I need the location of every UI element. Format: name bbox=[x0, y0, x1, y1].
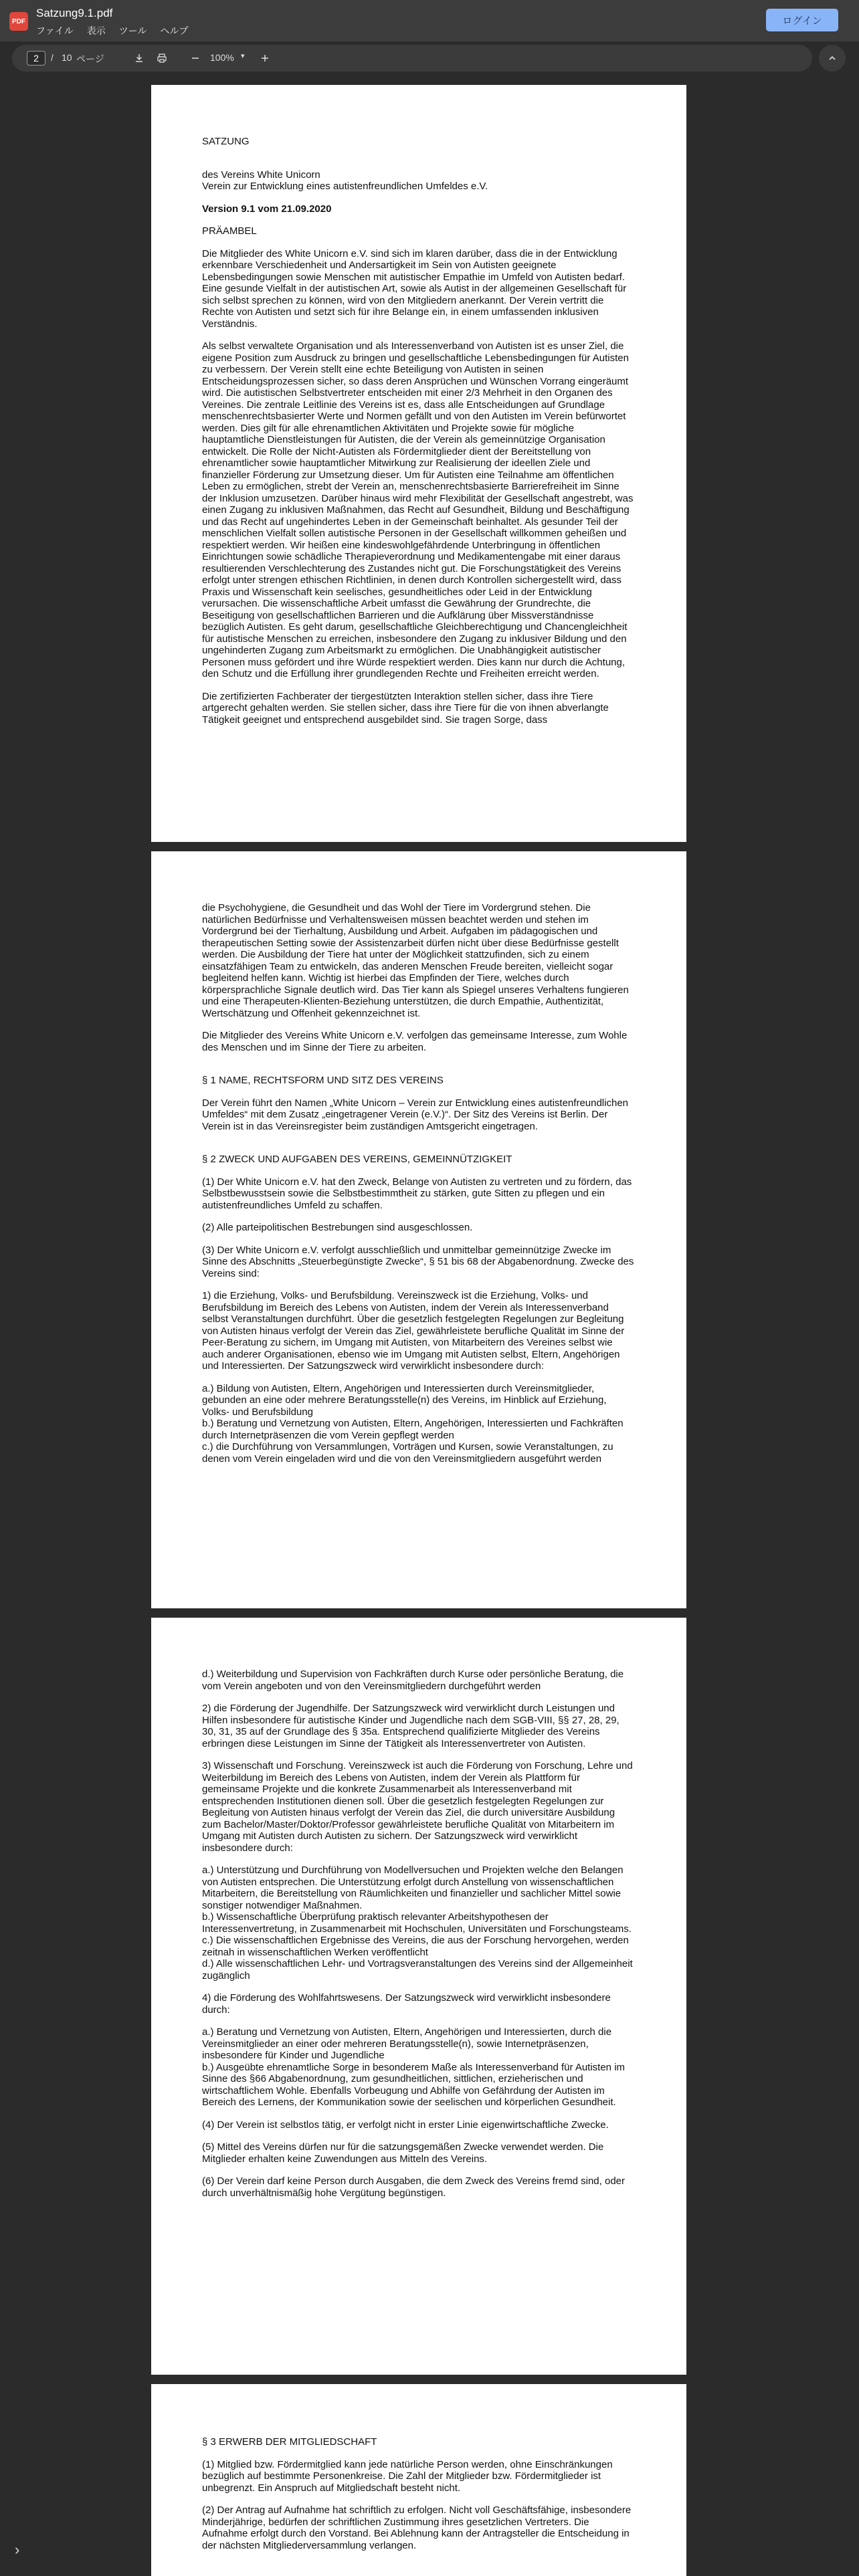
paragraph: 2) die Förderung der Jugendhilfe. Der Satzungszweck wird verwirklicht durch Leistungen und Hilfen insbesondere für autistische Kinder und Jugendliche nach dem SGB-VIII, §§ 27, 28, 29, 30, 31, 35 auf der Grundlage des § 35a. Entsprechend qualifizierte Mitglieder des Vereins erbringen diese Leistungen im Sinne der Tätigkeit als Interessenvertreter von Autisten. bbox=[202, 1703, 619, 1749]
page-total: 10 bbox=[62, 52, 72, 63]
org-line-1: des Vereins White Unicorn bbox=[202, 169, 320, 181]
document-title: Satzung9.1.pdf bbox=[36, 7, 113, 19]
pdf-page-2 bbox=[151, 851, 686, 1608]
section-heading: § 3 ERWERB DER MITGLIEDSCHAFT bbox=[202, 2436, 377, 2448]
page-3-content bbox=[202, 1669, 636, 2210]
paragraph: Der Verein führt den Namen „White Unicorn – Verein zur Entwicklung eines autistenfreundlichen Umfeldes“ mit dem Zusatz „eingetragener Verein (e.V.)“. Der Sitz des Vereins ist Berlin. Der Verein ist in das Vereinsregister beim zuständigen Amtsgericht eingetragen. bbox=[202, 1097, 629, 1132]
paragraph: 3) Wissenschaft und Forschung. Vereinszweck ist auch die Förderung von Forschung, Lehre und Weiterbildung im Bereich des Lebens von Autisten, indem der Verein als Plattform für gemeinsame Projekte und die konkrete Zusammenarbeit als Interessenverband mit entsprechenden Institutionen dienen soll. Über die gesetzlich festgelegten Regelungen zur Begleitung von Autisten hinaus verfolgt der Verein das Ziel, die durch universitäre Ausbildung zum Bachelor/Master/Doktor/Professor gewährleistete berufliche Qualität von Mitarbeitern im Umgang mit Autisten durch Autisten zu sichern. Der Satzungszweck wird verwirklicht insbesondere durch: bbox=[202, 1760, 633, 1854]
paragraph: die Psychohygiene, die Gesundheit und das Wohl der Tiere im Vordergrund stehen. Die natürlichen Bedürfnisse und Verhaltensweisen müssen beachtet werden und stehen im Vordergrund bei der Tierhaltung, Ausbildung und Arbeit. Aufgaben im pädagogischen und therapeutischen Setting sowie der Assistenzarbeit dürfen nicht über diese Bedürfnisse gestellt werden. Die Ausbildung der Tiere hat unter der Möglichkeit stattzufinden, sich zu einem einsatzfähigen Team zu entwickeln, das anderen Menschen Freude bereiten, vielleicht sogar begleitend helfen kann. Wichtig ist hierbei das Empfinden der Tiere, welches durch körpersprachliche Signale deutlich wird. Das Tier kann als Spiegel unseres Verhaltens fungieren und eine Therapeuten-Klienten-Beziehung unterstützen, die durch Empathie, Authentizität, Wertschätzung und Offenheit gekennzeichnet ist. bbox=[202, 902, 629, 1019]
paragraph: Als selbst verwaltete Organisation und als Interessenverband von Autisten ist es unser Ziel, die eigene Position zum Ausdruck zu bringen und gesellschaftliche Lebensbedingungen für Autisten zu verbessern. Der Verein stellt eine echte Beteiligung von Autisten in seinen Entscheidungsprozessen sicher, so dass deren Ansprüchen und Wünschen Vorrang eingeräumt wird. Die autistischen Selbstvertreter entscheiden mit einer 2/3 Mehrheit in den Organen des Vereines. Die zentrale Leitlinie des Vereins ist es, dass alle Entscheidungen auf Grundlage menschenrechtsbasierter Werte und Normen gefällt und von den Autisten im Verein befürwortet werden. Dies gilt für alle ehrenamtlichen Aktivitäten und Projekte sowie für mögliche hauptamtliche Dienstleistungen für Autisten, die der Verein als gemeinnützige Organisation entwickelt. Die Rolle der Nicht-Autisten als Fördermitglieder dient der Bereitstellung von ehrenamtlicher sowie hauptamtlicher Mitwirkung zur Realisierung der ideellen Ziele und finanzieller Förderung zur Umsetzung dieser. Um für Autisten eine Teilnahme am öffentlichen Leben zu ermöglichen, strebt der Verein an, menschenrechtsbasierte Barrierefreiheit im Sinne der Inklusion umzusetzen. Darüber hinaus wird mehr Flexibilität der Gesellschaft angestrebt, was einen Zugang zu inklusiven Maßnahmen, das Recht auf Gesundheit, Bildung und Beschäftigung und das Recht auf ungehindertes Leben in der Gemeinschaft beinhaltet. Als gesunder Teil der menschlichen Vielfalt sollen autistische Personen in der Gesellschaft willkommen geheißen und respektiert werden. Wir heißen eine kindeswohlgefährdende Unterbringung in öffentlichen Einrichtungen sowie schädliche Therapieverordnung und Medikamentengabe mit einer daraus resultierenden Verschlechterung des Zustandes nicht gut. Die Forschungstätigkeit des Vereins erfolgt unter strengen ethischen Richtlinien, in denen durch Kontrollen sichergestellt wird, dass Praxis und Wissenschaft kein seelisches, gesundheitliches oder Leid in der Entwicklung verursachen. Die wissenschaftliche Arbeit umfasst die Gewährung der Grundrechte, die Beseitigung von gesellschaftlichen Barrieren und die Aufklärung über Missverständnisse bezüglich Autisten. Es geht darum, gesellschaftliche Gleichberechtigung und Chancengleichheit für autistische Menschen zu erreichen, insbesondere den Zugang zu inklusiver Bildung und den ungehinderten Zugang zum Arbeitsmarkt zu ermöglichen. Die Unabhängigkeit autistischer Personen muss gefördert und ihre Würde respektiert werden. Dies kann nur durch die Achtung, den Schutz und die Erfüllung ihrer grundlegenden Rechte und Freiheiten erreicht werden. bbox=[202, 340, 634, 679]
pdf-page-1 bbox=[151, 85, 686, 842]
zoom-in-icon[interactable] bbox=[257, 50, 273, 66]
paragraph: a.) Unterstützung und Durchführung von Modellversuchen und Projekten welche den Belangen von Autisten entsprechen. Die Unterstützung erfolgt durch Anstellung von wissenschaftlichen Mitarbeitern, die Bereitstellung von Räumlichkeiten und finanzieller und sachlicher Mittel sowie sonstiger notwendiger Maßnahmen. b.) Wissenschaftliche Überprüfung praktisch relevanter Arbeitshypothesen der Interessenvertretung, in Zusammenarbeit mit Hochschulen, Universitäten und Forschungsteams. c.) Die wissenschaftlichen Ergebnisse des Vereins, die aus der Forschung hervorgehen, werden zeitnah in wissenschaftlichen Werken veröffentlicht d.) Alle wissenschaftlichen Lehr- und Vortragsveranstaltungen des Vereins sind der Allgemeinheit zugänglich bbox=[202, 1864, 633, 1981]
menu-bar bbox=[36, 24, 188, 37]
paragraph: d.) Weiterbildung und Supervision von Fachkräften durch Kurse oder persönliche Beratung, die vom Verein angeboten und von den Vereinsmitgliedern durchgeführt werden bbox=[202, 1669, 624, 1692]
paragraph: 1) die Erziehung, Volks- und Berufsbildung. Vereinszweck ist die Erziehung, Volks- und Berufsbildung im Bereich des Lebens von Autisten, indem der Verein als Interessenverband selbst Veranstaltungen durchführt. Über die gesetzlich festgelegten Regelungen zur Begleitung von Autisten hinaus verfolgt der Verein das Ziel, gewährleistete berufliche Qualität im Sinne der Peer-Beratung zu sichern, im Umgang mit Autisten, von Mitarbeitern des Vereines selbst wie auch anderer Organisationen, ebenso wie im Umgang mit Autisten selbst, Eltern, Angehörigen und Interessierten. Der Satzungszweck wird verwirklicht insbesondere durch: bbox=[202, 1290, 625, 1372]
download-icon[interactable] bbox=[131, 50, 147, 66]
page-separator: / bbox=[51, 52, 54, 63]
section-heading: § 2 ZWECK UND AUFGABEN DES VEREINS, GEMEINNÜTZIGKEIT bbox=[202, 1154, 512, 1165]
paragraph: (3) Der White Unicorn e.V. verfolgt ausschließlich und unmittelbar gemeinnützige Zwecke im Sinne des Abschnitts „Steuerbegünstigte Zwecke“, § 51 bis 68 der Abgabenordnung. Zwecke des Vereins sind: bbox=[202, 1244, 634, 1279]
print-icon[interactable] bbox=[154, 50, 170, 66]
paragraph: Die zertifizierten Fachberater der tiergestützten Interaktion stellen sicher, dass ihre Tiere artgerecht gehalten werden. Sie stellen sicher, dass ihre Tiere für die von ihnen abverlangte Tätigkeit geeignet und entsprechend ausgebildet sind. Sie tragen Sorge, dass bbox=[202, 690, 609, 726]
paragraph: Die Mitglieder des Vereins White Unicorn e.V. verfolgen das gemeinsame Interesse, zum Wohle des Menschen und im Sinne der Tiere zu arbeiten. bbox=[202, 1030, 628, 1053]
doc-title: SATZUNG bbox=[202, 136, 250, 147]
paragraph: a.) Beratung und Vernetzung von Autisten, Eltern, Angehörigen und Interessierten, durch die Vereinsmitglieder an einer oder mehreren Beratungsstelle(n), sowie Internetpräsenzen, insbesondere für Kinder und Jugendliche b.) Ausgeübte ehrenamtliche Sorge in besonderem Maße als Interessenverband für Autisten im Sinne des §66 Abgabenordnung, zum gesundheitlichen, sittlichen, erzieherischen und wirtschaftlichem Wohle. Ebenfalls Vorbeugung und Abhilfe von Gefährdung der Autisten im Bereich des Lernens, der Kommunikation sowie der seelischen und körperlichen Gesundheit. bbox=[202, 2026, 626, 2108]
zoom-out-icon[interactable] bbox=[187, 50, 203, 66]
pdf-app-icon: PDF bbox=[9, 12, 28, 31]
zoom-level[interactable]: 100% bbox=[210, 52, 234, 63]
paragraph: (1) Mitglied bzw. Fördermitglied kann jede natürliche Person werden, ohne Einschränkungen bezüglich auf bestimmte Personenkreise. Die Zahl der Mitglieder bzw. Fördermitglieder ist unbegrenzt. Ein Anspruch auf Mitgliedschaft besteht nicht. bbox=[202, 2458, 613, 2494]
page-2-content bbox=[202, 902, 636, 1475]
login-button[interactable]: ログイン bbox=[766, 9, 838, 31]
version-line: Version 9.1 vom 21.09.2020 bbox=[202, 203, 332, 215]
chevron-up-icon bbox=[828, 53, 837, 63]
page-4-content bbox=[202, 2436, 636, 2562]
page-number-input[interactable]: 2 bbox=[27, 51, 45, 66]
sidebar-expand-chevron-icon[interactable]: › bbox=[15, 2541, 20, 2558]
pdf-page-3 bbox=[151, 1618, 686, 2375]
org-line-2: Verein zur Entwicklung eines autistenfreundlichen Umfeldes e.V. bbox=[202, 181, 488, 192]
page-1-content bbox=[202, 136, 636, 736]
paragraph: (5) Mittel des Vereins dürfen nur für die satzungsgemäßen Zwecke verwendet werden. Die Mitglieder erhalten keine Zuwendungen aus Mitteln des Vereins. bbox=[202, 2141, 604, 2165]
paragraph: (6) Der Verein darf keine Person durch Ausgaben, die dem Zweck des Vereins fremd sind, oder durch unverhältnismäßig hohe Vergütung begünstigen. bbox=[202, 2175, 625, 2199]
paragraph: (1) Der White Unicorn e.V. hat den Zweck, Belange von Autisten zu vertreten und zu fördern, das Selbstbewusstsein sowie die Selbstbestimmtheit zu stärken, gute Sitten zu pflegen und ein autistenfreundliches Umfeld zu schaffen. bbox=[202, 1176, 632, 1211]
paragraph: (2) Der Antrag auf Aufnahme hat schriftlich zu erfolgen. Nicht voll Geschäftsfähige, insbesondere Minderjährige, bedürfen der schriftlichen Zustimmung ihres gesetzlichen Vertreters. Die Aufnahme erfolgt durch den Vorstand. Bei Ablehnung kann der Antragsteller die Entscheidung in der nächsten Mitgliederversammlung verlangen. bbox=[202, 2504, 632, 2551]
paragraph: 4) die Förderung des Wohlfahrtswesens. Der Satzungszweck wird verwirklicht insbesondere durch: bbox=[202, 1992, 611, 2016]
menu-tools[interactable]: ツール bbox=[118, 25, 147, 36]
section-heading: § 1 NAME, RECHTSFORM UND SITZ DES VEREINS bbox=[202, 1075, 444, 1086]
paragraph: Die Mitglieder des White Unicorn e.V. sind sich im klaren darüber, dass die in der Entwicklung erkennbare Verschiedenheit und Andersartigkeit im Sein von Autisten geeignete Lebensbedingungen sowie Menschen mit autistischer Empathie im Umfeld von Autisten bedarf. Eine gesunde Vielfalt in der autistischen Art, sowie als Autist in der allgemeinen Gesellschaft für sich selbst sprechen zu können, wird von den Mitgliedern anerkannt. Der Verein vertritt die Rechte von Autisten und setzt sich für ihre Belange ein, in einem umfassenden inklusiven Verständnis. bbox=[202, 247, 627, 330]
preamble-heading: PRÄAMBEL bbox=[202, 225, 257, 237]
menu-file[interactable]: ファイル bbox=[36, 25, 74, 36]
paragraph: (2) Alle parteipolitischen Bestrebungen sind ausgeschlossen. bbox=[202, 1222, 473, 1233]
menu-help[interactable]: ヘルプ bbox=[160, 25, 189, 36]
paragraph: (4) Der Verein ist selbstlos tätig, er verfolgt nicht in erster Linie eigenwirtschaftliche Zwecke. bbox=[202, 2119, 609, 2131]
menu-view[interactable]: 表示 bbox=[86, 25, 106, 36]
pdf-page-4 bbox=[151, 2384, 686, 2576]
collapse-toolbar-button[interactable] bbox=[819, 45, 846, 72]
zoom-dropdown-icon[interactable]: ▾ bbox=[241, 52, 245, 60]
paragraph: a.) Bildung von Autisten, Eltern, Angehörigen und Interessierten durch Vereinsmitglieder, gebunden an eine oder mehrere Beratungsstelle(n) des Vereins, im Hinblick auf Erziehung, Volks- und Berufsbildung b.) Beratung und Vernetzung von Autisten, Eltern, Angehörigen, Interessierten und Fachkräften durch Internetpräsenzen die vom Verein gepflegt werden c.) die Durchführung von Versammlungen, Vorträgen und Kursen, sowie Veranstaltungen, zu denen vom Verein eingeladen wird und die von den Vereinsmitgliedern ausgeführt werden bbox=[202, 1382, 624, 1465]
pdf-toolbar bbox=[12, 45, 812, 72]
page-unit-label: ページ bbox=[76, 53, 104, 64]
app-bar bbox=[0, 0, 859, 41]
